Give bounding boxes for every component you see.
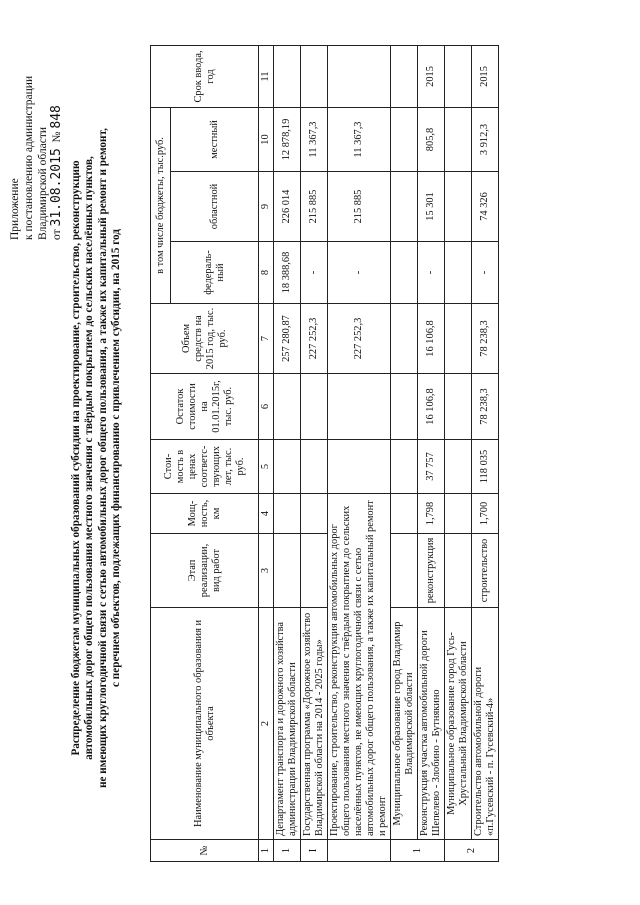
header-capacity: Мощ-ность, км bbox=[151, 494, 259, 534]
row-federal: - bbox=[301, 242, 328, 304]
col-number: 11 bbox=[259, 45, 274, 107]
title-line-2: автомобильных дорог общего пользования местного значения с твёрдым покрытием до сельских населённых пунктов, bbox=[83, 156, 96, 760]
appendix-line-1: Приложение bbox=[9, 178, 21, 240]
subsidy-table bbox=[150, 45, 499, 862]
row-volume: 16 106,8 bbox=[418, 304, 445, 374]
header-no: № bbox=[151, 840, 259, 862]
row-regional: 226 014 bbox=[274, 172, 301, 242]
row-name: Реконструкция участка автомобильной дороги Шепелево - Злобино - Бутнякино bbox=[418, 608, 445, 840]
col-number: 1 bbox=[259, 840, 274, 862]
col-number: 4 bbox=[259, 494, 274, 534]
table-row-mo1 bbox=[418, 45, 445, 861]
header-including: в том числе бюджеты, тыс.руб. bbox=[151, 107, 171, 303]
row-regional: 215 885 bbox=[301, 172, 328, 242]
row-term: 2015 bbox=[472, 45, 499, 107]
row-stage: строительство bbox=[472, 534, 499, 608]
header-regional: областной bbox=[171, 172, 259, 242]
row-no: 1 bbox=[274, 840, 301, 862]
row-heading: Муниципальное образование город Владимир Владимирской области bbox=[391, 608, 418, 840]
col-number: 7 bbox=[259, 304, 274, 374]
row-name: Проектирование, строительство, реконструкция автомобильных дорог общего пользования местного значения с твёрдым покрытием до сельских населённых пунктов, не имеющих круглогодичной связи с сетью автомобильных дорог общего пользования, а также их капитальный ремонт и ремонт bbox=[328, 494, 391, 840]
row-regional: 74 326 bbox=[472, 172, 499, 242]
document-title bbox=[70, 38, 124, 878]
row-local: 11 367,3 bbox=[328, 107, 391, 171]
row-remaining: 16 106,8 bbox=[418, 374, 445, 440]
header-cost: Стои-мость в ценах соответс-твующих лет, тыс. руб. bbox=[151, 440, 259, 494]
document-date: 31.08.2015 bbox=[49, 148, 64, 227]
row-regional: 15 301 bbox=[418, 172, 445, 242]
header-local: местный bbox=[171, 107, 259, 171]
col-number: 9 bbox=[259, 172, 274, 242]
column-numbers-row bbox=[259, 45, 274, 861]
appendix-date-line bbox=[50, 50, 64, 240]
row-name: Государственная программа «Дорожное хозяйство Владимирской области на 2014 - 2025 годы» bbox=[301, 608, 328, 840]
title-line-3: не имеющих круглогодичной связи с сетью автомобильных дорог общего пользования, а также их капитальный ремонт и ремонт, bbox=[96, 128, 109, 788]
document-number: 848 bbox=[49, 105, 64, 129]
row-regional: 215 885 bbox=[328, 172, 391, 242]
row-local: 11 367,3 bbox=[301, 107, 328, 171]
row-capacity: 1,798 bbox=[418, 494, 445, 534]
col-number: 2 bbox=[259, 608, 274, 840]
row-cost: 118 035 bbox=[472, 440, 499, 494]
col-number: 3 bbox=[259, 534, 274, 608]
from-label: от bbox=[51, 229, 63, 240]
col-number: 10 bbox=[259, 107, 274, 171]
table-row-design bbox=[328, 45, 391, 861]
row-stage: реконструкция bbox=[418, 534, 445, 608]
title-line-4: с перечнем объектов, подлежащих финансированию с привлечением субсидии, на 2015 год bbox=[110, 229, 123, 687]
row-volume: 78 238,3 bbox=[472, 304, 499, 374]
row-local: 805,8 bbox=[418, 107, 445, 171]
row-local: 12 878,19 bbox=[274, 107, 301, 171]
row-cost: 37 757 bbox=[418, 440, 445, 494]
row-federal: - bbox=[328, 242, 391, 304]
row-volume: 227 252,3 bbox=[301, 304, 328, 374]
header-row-1 bbox=[151, 45, 171, 861]
col-number: 6 bbox=[259, 374, 274, 440]
row-capacity: 1,700 bbox=[472, 494, 499, 534]
row-heading: Муниципальное образование город Гусь-Хрустальный Владимирской области bbox=[445, 608, 472, 840]
row-federal: 18 388,68 bbox=[274, 242, 301, 304]
row-local: 3 912,3 bbox=[472, 107, 499, 171]
table-row-mo2 bbox=[472, 45, 499, 861]
row-no: I bbox=[301, 840, 328, 862]
row-federal: - bbox=[472, 242, 499, 304]
rotated-document bbox=[2, 28, 622, 888]
header-term: Срок ввода, год bbox=[151, 45, 259, 107]
header-name: Наименование муниципального образования и объекта bbox=[151, 608, 259, 840]
header-federal: федераль-ный bbox=[171, 242, 259, 304]
row-federal: - bbox=[418, 242, 445, 304]
col-number: 5 bbox=[259, 440, 274, 494]
appendix-line-3: Владимирской области bbox=[37, 126, 49, 240]
row-volume: 227 252,3 bbox=[328, 304, 391, 374]
header-stage: Этап реализации, вид работ bbox=[151, 534, 259, 608]
row-name: Строительство автомобильной дороги «п.Гусевский - п. Гусевский-4» bbox=[472, 608, 499, 840]
table-row-department bbox=[274, 45, 301, 861]
appendix-line-2: к постановлению администрации bbox=[23, 75, 35, 240]
table-row-mo1-heading bbox=[391, 45, 418, 861]
row-no: 1 bbox=[391, 840, 445, 862]
row-no: 2 bbox=[445, 840, 499, 862]
row-volume: 257 280,87 bbox=[274, 304, 301, 374]
row-remaining: 78 238,3 bbox=[472, 374, 499, 440]
header-remaining: Остаток стоимости на 01.01.2015г, тыс. руб. bbox=[151, 374, 259, 440]
table-row-program bbox=[301, 45, 328, 861]
row-term: 2015 bbox=[418, 45, 445, 107]
row-name: Департамент транспорта и дорожного хозяйства администрации Владимирской области bbox=[274, 608, 301, 840]
title-line-1: Распределение бюджетам муниципальных образований субсидии на проектирование, строительство, реконструкцию bbox=[70, 160, 82, 756]
number-label: № bbox=[51, 131, 63, 143]
table-row-mo2-heading bbox=[445, 45, 472, 861]
col-number: 8 bbox=[259, 242, 274, 304]
header-volume: Объем средств на 2015 год, тыс. руб. bbox=[151, 304, 259, 374]
appendix-block bbox=[8, 50, 64, 240]
